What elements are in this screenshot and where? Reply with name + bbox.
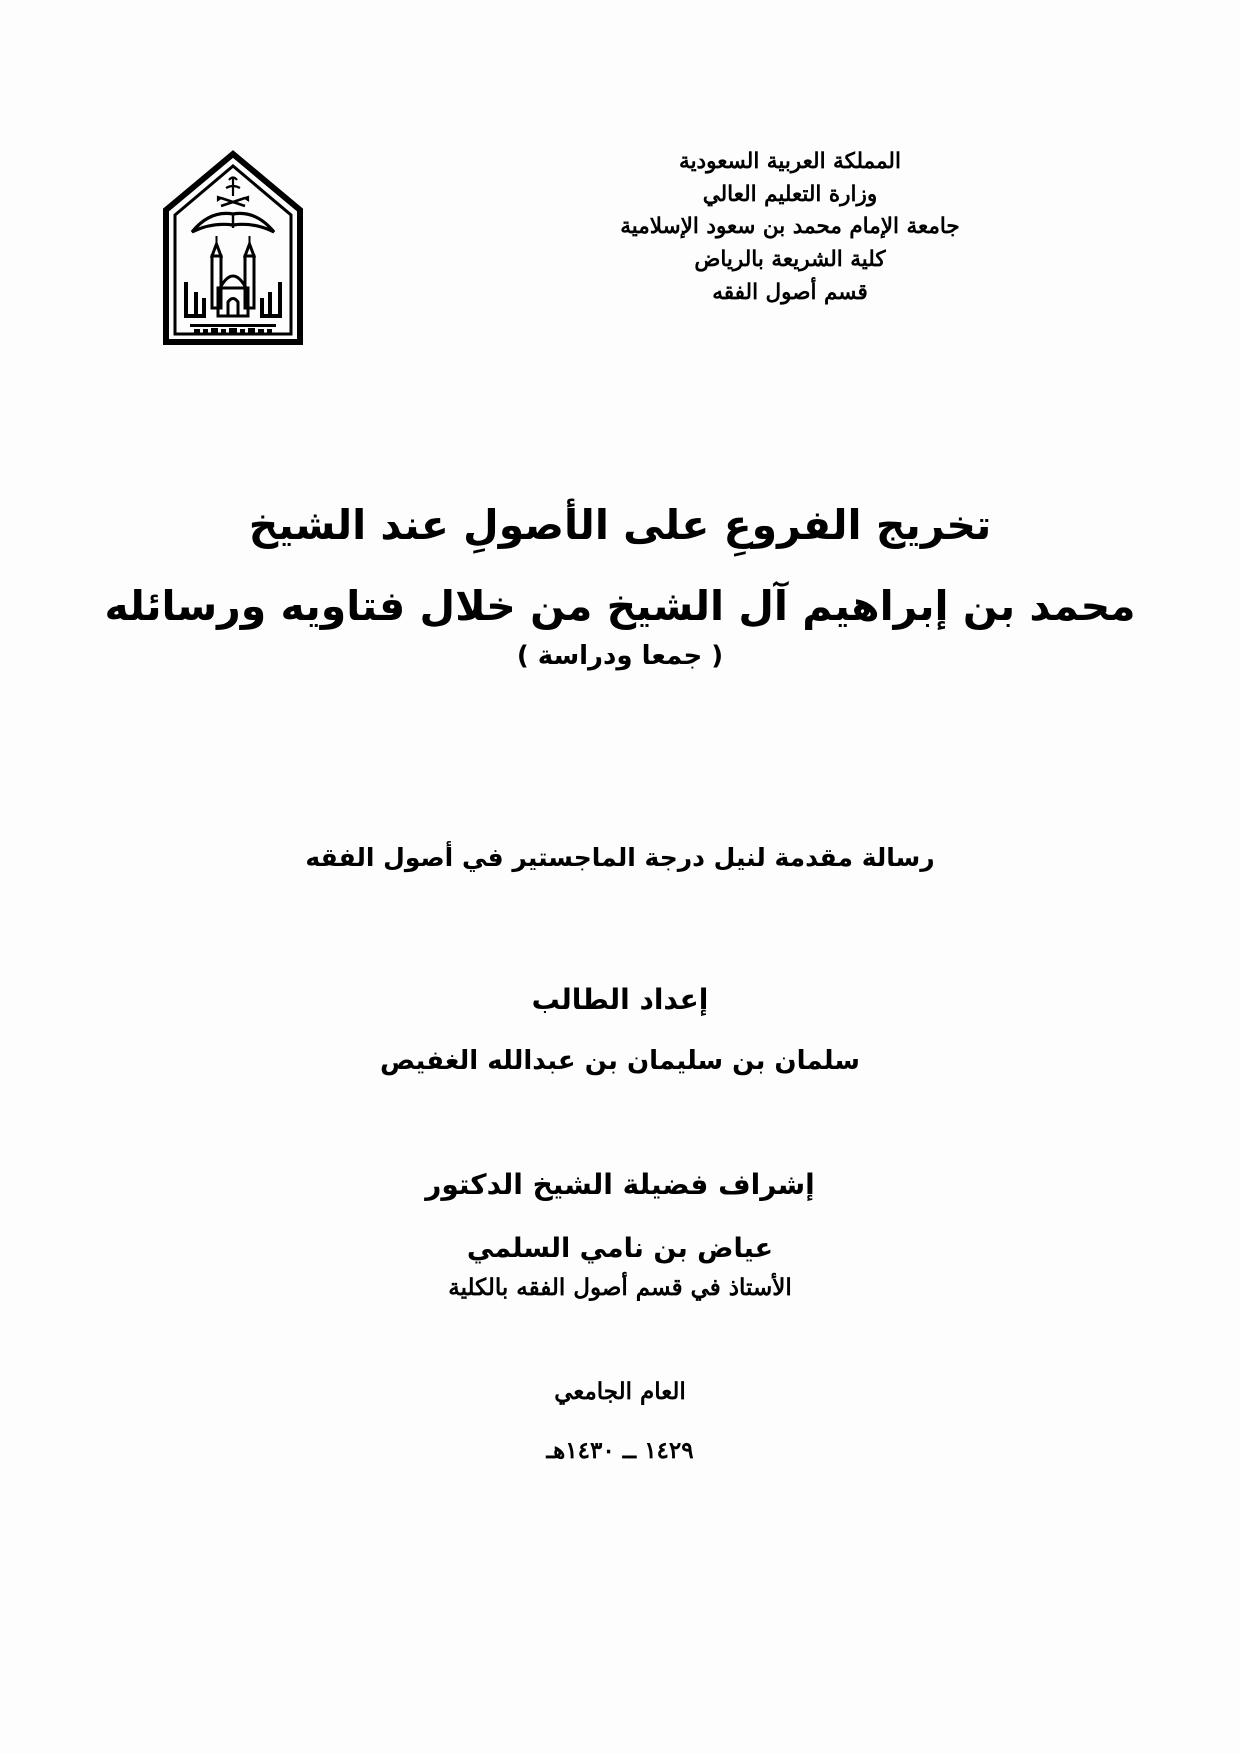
academic-year-value: ١٤٢٩ ــ ١٤٣٠هـ (546, 1437, 694, 1464)
header-line-ministry: وزارة التعليم العالي (702, 181, 878, 207)
header-line-department: قسم أصول الفقه (712, 279, 868, 305)
supervisor-rank: الأستاذ في قسم أصول الفقه بالكلية (448, 1274, 792, 1301)
thesis-title-block (0, 501, 1240, 671)
student-block (0, 983, 1240, 1076)
header-line-college: كلية الشريعة بالرياض (694, 247, 886, 273)
supervisor-name: عياض بن نامي السلمي (466, 1233, 774, 1264)
thesis-title-line-2: محمد بن إبراهيم آل الشيخ من خلال فتاويه ورسائله (104, 582, 1136, 630)
thesis-title-line-1: تخريج الفروعِ على الأصولِ عند الشيخ (248, 501, 992, 549)
academic-year-block (0, 1378, 1240, 1464)
supervisor-block (0, 1168, 1240, 1301)
page-header (0, 140, 1240, 355)
student-heading: إعداد الطالب (531, 983, 709, 1016)
academic-year-label: العام الجامعي (554, 1378, 686, 1405)
header-line-university: جامعة الإمام محمد بن سعود الإسلامية (620, 214, 960, 240)
supervisor-heading: إشراف فضيلة الشيخ الدكتور (425, 1168, 815, 1201)
degree-statement: رسالة مقدمة لنيل درجة الماجستير في أصول الفقه (305, 843, 935, 872)
university-emblem-icon (158, 148, 308, 348)
student-name: سلمان بن سليمان بن عبدالله الغفيص (380, 1046, 860, 1076)
thesis-title-subtitle: ( جمعا ودراسة ) (516, 641, 724, 671)
institution-header-text (580, 146, 1000, 309)
header-line-country: المملكة العربية السعودية (679, 149, 901, 174)
